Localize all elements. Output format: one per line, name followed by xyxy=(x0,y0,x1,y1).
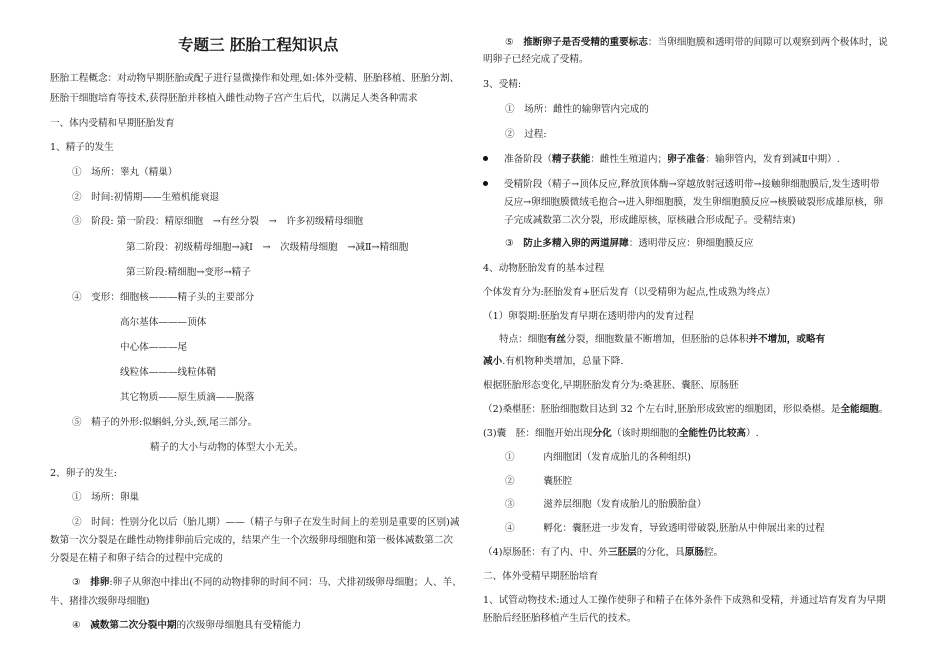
polyspermy-barriers xyxy=(505,237,753,250)
mark-text: ：当卵细胞膜和透明带的间隙可以观察到两个极体时，说 xyxy=(647,37,888,48)
sperm-shape: ⑤ 精子的外形:似蝌蚪,分头,颈,尾三部分。 xyxy=(72,417,258,428)
meiosis-text: 的次级卵母细胞具有受精能力 xyxy=(176,620,302,631)
bullet-icon xyxy=(483,156,488,161)
sperm-golgi: 高尔基体———顶体 xyxy=(120,317,207,328)
concept-line-2: 胚胎干细胞培育等技术,获得胚胎并移植入雌性动物子宫产生后代，以满足人类各种需求 xyxy=(50,93,418,104)
sperm-stage-2: 第二阶段：初级精母细胞→减Ⅰ → 次级精母细胞 →减Ⅱ→精细胞 xyxy=(126,242,409,253)
feat-text-a: 特点：细胞 xyxy=(499,334,547,345)
morula-stage xyxy=(483,403,888,416)
sperm-other: 其它物质——原生质滴——脱落 xyxy=(120,392,255,403)
blast-term-totipotency: 全能性仍比较高 xyxy=(678,428,747,439)
page-title: 专题三 胚胎工程知识点 xyxy=(178,35,339,54)
egg-ovulation-line-1 xyxy=(72,576,462,589)
subheading-egg: 2、卵子的发生: xyxy=(50,468,117,479)
feat-text-rest: .有机物种类增加，总量下降. xyxy=(502,356,624,367)
poly-term: 防止多精入卵的两道屏障 xyxy=(523,238,629,249)
subheading-fertilization: 3、受精: xyxy=(483,79,522,90)
sperm-place: ① 场所：睾丸（精巢） xyxy=(72,167,178,178)
morula-text: （2)桑椹胚：胚胎细胞数目达到 32 个左右时,胚胎形成致密的细胞团，形似桑椹。是 xyxy=(483,404,841,415)
egg-time-line-1: ② 时间：性别分化以后（胎儿期）——（精子与卵子在发生时间上的差别是重要的区别)减 xyxy=(72,517,460,528)
prep-term-egg: 卵子准备 xyxy=(667,154,706,165)
fertilization-stage-line-3: 子完成减数第二次分裂，形成雌原核，原核融合形成配子。受精结束) xyxy=(504,215,796,226)
prep-term-capacitation: 精子获能 xyxy=(551,154,591,165)
cleavage-features-line-1 xyxy=(499,333,825,346)
concept-line-1: 胚胎工程概念：对动物早期胚胎或配子进行显微操作和处理,如:体外受精、胚胎移植、胚胎分割、 xyxy=(50,73,460,84)
feat-text-c: 分裂，细胞数量不断增加，但胚胎的总体积 xyxy=(566,334,749,345)
mark-term: 推断卵子是否受精的重要标志 xyxy=(523,37,648,48)
ivf-line-2: 胚胎后经胚胎移植产生后代的技术。 xyxy=(483,613,637,624)
morula-end: 。 xyxy=(878,404,889,415)
blastocyst-stage xyxy=(483,427,759,440)
blastocyst-item-1: ① 内细胞团（发育成胎儿的各种组织) xyxy=(505,452,692,463)
sperm-stage-1: ③ 阶段: 第一阶段：精原细胞 →有丝分裂 → 许多初级精母细胞 xyxy=(72,216,363,227)
feat-term-volume: 并不增加，或略有 xyxy=(748,334,826,345)
fert-text-1: 受精阶段（精子→顶体反应,释放顶体酶→穿越放射冠透明带→接触卵细胞膜后,发生透明带 xyxy=(504,179,880,190)
sperm-change: ④ 变形：细胞核———精子头的主要部分 xyxy=(72,292,255,303)
prep-text-d: ：输卵管内，发育到减Ⅱ中期）. xyxy=(705,154,840,165)
meiosis-term: 减数第二次分裂中期 xyxy=(90,620,177,631)
egg-place: ① 场所：卵巢 xyxy=(72,492,140,503)
gast-text-c: 的分化，具 xyxy=(636,547,685,558)
feat-term-mitosis: 有丝 xyxy=(546,334,567,345)
blast-text-d: ）. xyxy=(746,428,759,439)
fertilization-place: ① 场所：雌性的输卵管内完成的 xyxy=(505,104,649,115)
gast-text-a: （4)原肠胚：有了内、中、外 xyxy=(483,547,608,558)
egg-time-line-2: 数第一次分裂是在雌性动物排卵前后完成的，结果产生一个次级卵母细胞和第一极体减数第二次 xyxy=(50,535,453,546)
sperm-time: ② 时间:初情期——生殖机能衰退 xyxy=(72,192,220,203)
section-heading-1: 一、体内受精和早期胚胎发育 xyxy=(50,118,175,129)
cleavage-features-line-2 xyxy=(483,355,623,368)
sperm-mitochondria: 线粒体———线粒体鞘 xyxy=(120,367,216,378)
sperm-stage-3: 第三阶段:精细胞→变形→精子 xyxy=(126,267,251,278)
ovulation-number: ③ xyxy=(72,577,91,588)
mark-number: ⑤ xyxy=(505,37,524,48)
morphology-stages: 根据胚胎形态变化,早期胚胎发育分为:桑葚胚、囊胚、原肠胚 xyxy=(483,380,739,391)
feat-term-decrease: 减小 xyxy=(483,356,503,367)
bullet-icon xyxy=(483,181,488,186)
prep-text-c: ：雌性生殖道内； xyxy=(590,154,668,165)
gast-term-germ-layers: 三胚层 xyxy=(607,547,637,558)
fertilization-process: ② 过程: xyxy=(505,129,547,140)
blast-text-c: （该时期细胞的 xyxy=(611,428,679,439)
blastocyst-item-4: ④ 孵化：囊胚进一步发育，导致透明带破裂,胚胎从中伸展出来的过程 xyxy=(505,523,825,534)
cleavage-stage: （1）卵裂期:胚胎发育早期在透明带内的发育过程 xyxy=(483,311,694,322)
sperm-centriole: 中心体———尾 xyxy=(120,342,188,353)
blast-text-a: (3)囊 胚：细胞开始出现 xyxy=(483,428,593,439)
ivf-line-1: 1、试管动物技术:通过人工操作使卵子和精子在体外条件下成熟和受精，并通过培育发育为早期 xyxy=(483,595,886,606)
fertilization-mark-line-2: 明卵子已经完成了受精。 xyxy=(483,54,589,65)
fertilization-mark-line-1 xyxy=(505,36,888,49)
gastrula-stage xyxy=(483,546,723,559)
poly-number: ③ xyxy=(505,238,524,249)
individual-development: 个体发育分为:胚胎发育+胚后发育（以受精卵为起点,性成熟为终点） xyxy=(483,287,776,298)
fertilization-stage-line-1 xyxy=(483,178,880,191)
ovulation-term: 排卵 xyxy=(90,577,110,588)
blast-term-differentiation: 分化 xyxy=(592,428,612,439)
fertilization-stage-line-2: 反应→卵细胞膜微绒毛抱合→进入卵细胞膜，发生卵细胞膜反应→核膜破裂形成雄原核，卵 xyxy=(504,197,884,208)
sperm-size: 精子的大小与动物的体型大小无关。 xyxy=(150,442,304,453)
meiosis-number: ④ xyxy=(72,620,91,631)
subheading-development: 4、动物胚胎发育的基本过程 xyxy=(483,263,605,274)
gast-text-d: 腔。 xyxy=(703,547,724,558)
egg-time-line-3: 分裂是在精子和卵子结合的过程中完成的 xyxy=(50,553,223,564)
morula-term: 全能细胞 xyxy=(840,404,879,415)
poly-text: ：透明带反应：卵细胞膜反应 xyxy=(628,238,754,249)
blastocyst-item-2: ② 囊胚腔 xyxy=(505,476,573,487)
section-heading-2: 二、体外受精早期胚胎培育 xyxy=(483,571,599,582)
blastocyst-item-3: ③ 滋养层细胞（发育成胎儿的胎膜胎盘） xyxy=(505,499,707,510)
prep-text-a: 准备阶段（ xyxy=(504,154,552,165)
egg-meiosis-ii xyxy=(72,619,301,632)
ovulation-text: :卵子从卵泡中排出(不同的动物排卵的时间不同：马、犬排初级卵母细胞；人、羊、 xyxy=(109,577,462,588)
preparation-stage xyxy=(483,153,840,166)
egg-ovulation-line-2: 牛、猪排次级卵母细胞) xyxy=(50,596,150,607)
gast-term-archenteron: 原肠 xyxy=(684,547,704,558)
subheading-sperm: 1、精子的发生 xyxy=(50,142,114,153)
